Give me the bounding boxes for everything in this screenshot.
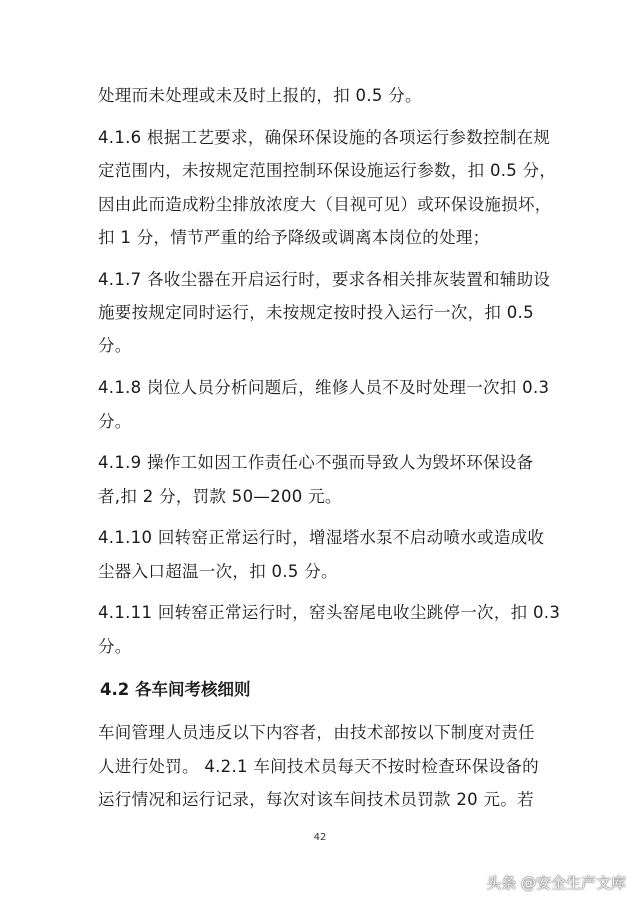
- clause-4-1-7: 4.1.7 各收尘器在开启运行时，要求各相关排灰装置和辅助设: [98, 270, 551, 289]
- page-number: 42: [313, 832, 327, 843]
- clause-4-1-8: 4.1.8 岗位人员分析问题后，维修人员不及时处理一次扣 0.3: [98, 378, 550, 397]
- text-line: 因由此而造成粉尘排放浓度大（目视可见）或环保设施损坏，: [98, 195, 552, 214]
- text-line: 车间管理人员违反以下内容者，由技术部按以下制度对责任: [98, 723, 535, 742]
- text-line: 处理而未处理或未及时上报的，扣 0.5 分。: [98, 86, 422, 105]
- text-line: 尘器入口超温一次，扣 0.5 分。: [98, 562, 338, 581]
- clause-4-1-6: 4.1.6 根据工艺要求，确保环保设施的各项运行参数控制在规: [98, 128, 551, 147]
- text-line: 扣 1 分，情节严重的给予降级或调离本岗位的处理；: [98, 228, 490, 247]
- clause-4-1-10: 4.1.10 回转窑正常运行时，增湿塔水泵不启动喷水或造成收: [98, 528, 545, 547]
- text-line: 分。: [98, 412, 132, 431]
- text-line: 人进行处罚。 4.2.1 车间技术员每天不按时检查环保设备的: [98, 757, 539, 776]
- text-line: 施要按规定同时运行，未按规定按时投入运行一次，扣 0.5: [98, 303, 534, 322]
- text-line: 分。: [98, 637, 132, 656]
- text-line: 定范围内，未按规定范围控制环保设施运行参数，扣 0.5 分，: [98, 161, 557, 180]
- clause-4-1-9: 4.1.9 操作工如因工作责任心不强而导致人为毁坏环保设备: [98, 453, 534, 472]
- text-line: 者,扣 2 分，罚款 50—200 元。: [98, 487, 342, 506]
- section-heading: 4.2 各车间考核细则: [100, 680, 251, 699]
- text-line: 分。: [98, 336, 132, 355]
- text-line: 运行情况和运行记录，每次对该车间技术员罚款 20 元。若: [98, 790, 534, 809]
- clause-4-1-11: 4.1.11 回转窑正常运行时，窑头窑尾电收尘跳停一次，扣 0.3: [98, 603, 561, 622]
- watermark: 头条 @安全生产文库: [486, 874, 626, 892]
